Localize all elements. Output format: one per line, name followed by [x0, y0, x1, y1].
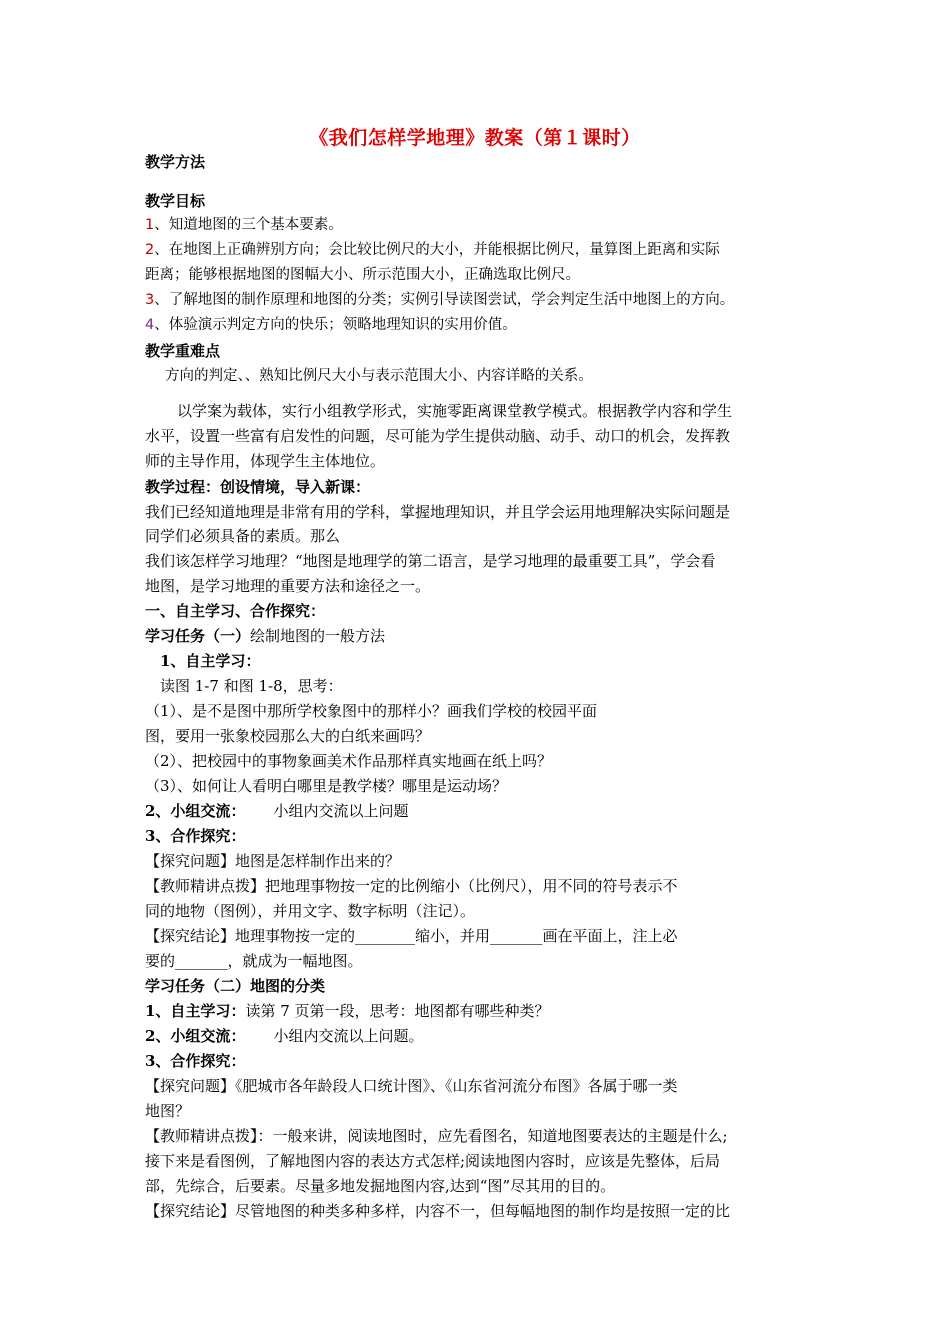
goal-2-number: 2 [145, 242, 155, 258]
process-paragraph-line-4: 地图，是学习地理的重要方法和途径之一。 [145, 577, 431, 595]
task-1-step-3: 3、合作探究： [145, 827, 246, 845]
intro-paragraph-line-2: 水平，设置一些富有启发性的问题，尽可能为学生提供动脑、动手、动口的机会，发挥教 [145, 427, 731, 445]
process-paragraph-line-2: 同学们必须具备的素质。那么 [145, 527, 341, 545]
intro-paragraph-line-3: 师的主导作用，体现学生主体地位。 [145, 452, 386, 470]
section-1-heading: 一、自主学习、合作探究： [145, 602, 326, 620]
task-1-step-2 [145, 801, 408, 821]
goal-2-text: 、在地图上正确辨别方向；会比较比例尺的大小，并能根据比例尺，量算图上距离和实际 [154, 242, 720, 258]
explore-conclusion-1-line-1: 【探究结论】地理事物按一定的________缩小，并用_______画在平面上，注上必 [145, 927, 678, 945]
goal-4-text: 、体验演示判定方向的快乐；领略地理知识的实用价值。 [154, 317, 517, 333]
explore-question-2-line-2: 地图？ [145, 1102, 191, 1120]
task-2-step-2-text: 小组内交流以上问题。 [273, 1027, 424, 1045]
teacher-guidance-2-line-1: 【教师精讲点拨】：一般来讲，阅读地图时，应先看图名，知道地图要表达的主题是什么; [145, 1127, 728, 1145]
goal-2-continued: 距离；能够根据地图的图幅大小、所示范围大小，正确选取比例尺。 [145, 267, 580, 283]
task-2-heading: 学习任务（二）地图的分类 [145, 977, 326, 995]
document-title: 《我们怎样学地理》教案（第１课时） [309, 127, 641, 149]
question-3: （3）、如何让人看明白哪里是教学楼？哪里是运动场？ [145, 777, 508, 795]
heading-teaching-method: 教学方法 [145, 153, 206, 171]
explore-question-1: 【探究问题】地图是怎样制作出来的？ [145, 852, 401, 870]
task-1-title: 绘制地图的一般方法 [250, 627, 386, 645]
task-1-step-2-label: 2、小组交流： [145, 802, 246, 820]
explore-conclusion-1-line-2: 要的_______，就成为一幅地图。 [145, 952, 363, 970]
goal-1-number: 1 [145, 217, 155, 233]
process-paragraph-line-3: 我们该怎样学习地理？“地图是地理学的第二语言，是学习地理的最重要工具”，学会看 [145, 552, 716, 570]
explore-conclusion-2-line-1: 【探究结论】尽管地图的种类多种多样，内容不一，但每幅地图的制作均是按照一定的比 [145, 1202, 731, 1220]
task-1-read-figures: 读图 1-7 和图 1-8，思考： [160, 677, 343, 695]
heading-key-points: 教学重难点 [145, 342, 221, 360]
explore-question-2-line-1: 【探究问题】《肥城市各年龄段人口统计图》、《山东省河流分布图》各属于哪一类 [145, 1077, 678, 1095]
question-2: （2）、把校园中的事物象画美术作品那样真实地画在纸上吗？ [145, 752, 553, 770]
task-2-step-2 [145, 1026, 423, 1046]
goal-1-text: 、知道地图的三个基本要素。 [154, 217, 343, 233]
goal-3-number: 3 [145, 292, 155, 308]
key-points-text: 方向的判定、、熟知比例尺大小与表示范围大小、内容详略的关系。 [165, 368, 593, 384]
goal-4-number: 4 [145, 317, 155, 333]
task-1-step-2-text: 小组内交流以上问题 [273, 802, 409, 820]
task-1-label: 学习任务（一） [145, 627, 251, 645]
task-2-step-1-label: 1、自主学习： [145, 1002, 246, 1020]
task-1-heading [145, 626, 385, 646]
goal-3-text: 、了解地图的制作原理和地图的分类；实例引导读图尝试，学会判定生活中地图上的方向。 [154, 292, 735, 308]
teacher-guidance-1-line-2: 同的地物（图例），并用文字、数字标明（注记）。 [145, 902, 476, 920]
task-2-step-3: 3、合作探究： [145, 1052, 246, 1070]
teacher-guidance-1-line-1: 【教师精讲点拨】把地理事物按一定的比例缩小（比例尺），用不同的符号表示不 [145, 877, 678, 895]
goal-4 [145, 315, 517, 335]
task-1-step-1: 1、自主学习： [160, 652, 261, 670]
teacher-guidance-2-line-3: 部，先综合，后要素。尽量多地发掘地图内容,达到“图”尽其用的目的。 [145, 1177, 616, 1195]
task-2-step-1-text: 读第 7 页第一段，思考：地图都有哪些种类？ [245, 1002, 550, 1020]
heading-teaching-goals: 教学目标 [145, 192, 206, 210]
question-1-line-2: 图，要用一张象校园那么大的白纸来画吗？ [145, 727, 431, 745]
goal-1 [145, 215, 343, 235]
intro-paragraph-line-1: 以学案为载体，实行小组教学形式，实施零距离课堂教学模式。根据教学内容和学生 [177, 402, 733, 420]
question-1-line-1: （1）、是不是图中那所学校象图中的那样小？画我们学校的校园平面 [145, 702, 598, 720]
task-2-step-2-label: 2、小组交流： [145, 1027, 246, 1045]
task-2-step-1 [145, 1001, 550, 1021]
process-paragraph-line-1: 我们已经知道地理是非常有用的学科，掌握地理知识，并且学会运用地理解决实际问题是 [145, 503, 731, 521]
teacher-guidance-2-line-2: 接下来是看图例，了解地图内容的表达方式怎样;阅读地图内容时，应该是先整体，后局 [145, 1152, 721, 1170]
goal-2 [145, 240, 720, 260]
heading-teaching-process: 教学过程：创设情境，导入新课： [145, 478, 371, 496]
goal-3 [145, 290, 734, 310]
